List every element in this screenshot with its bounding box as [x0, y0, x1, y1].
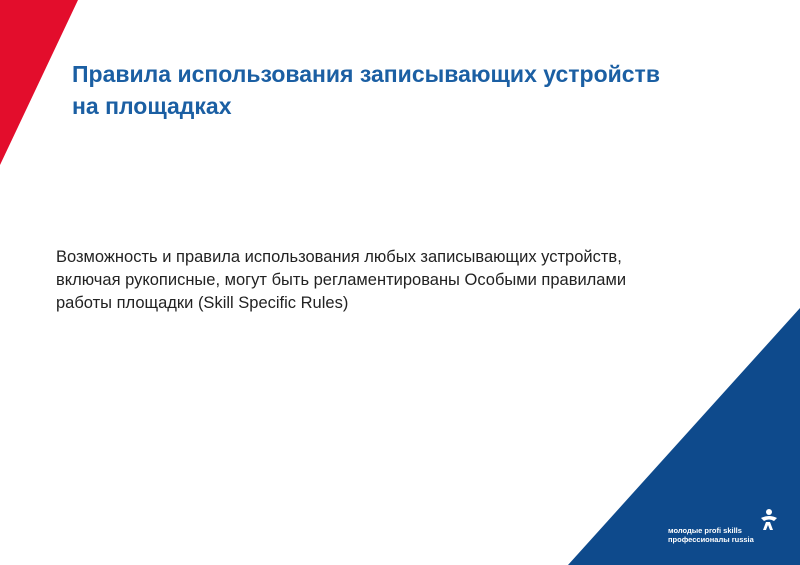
title-line-2: на площадках [72, 93, 232, 119]
worldskills-figure-icon [758, 508, 780, 532]
body-paragraph [56, 246, 746, 315]
body-line-3: работы площадки (Skill Specific Rules) [56, 294, 349, 312]
logo-text-line-1: молодые profi skills [668, 526, 742, 535]
body-line-1: Возможность и правила использования любых записывающих устройств, [56, 248, 622, 266]
body-line-2: включая рукописные, могут быть регламентированы Особыми правилами [56, 271, 627, 289]
red-corner-stripe [0, 0, 78, 165]
page-title [72, 58, 762, 122]
title-line-1: Правила использования записывающих устройств [72, 61, 660, 87]
worldskills-logo [668, 508, 788, 552]
logo-text-line-2: профессионалы russia [668, 535, 754, 544]
